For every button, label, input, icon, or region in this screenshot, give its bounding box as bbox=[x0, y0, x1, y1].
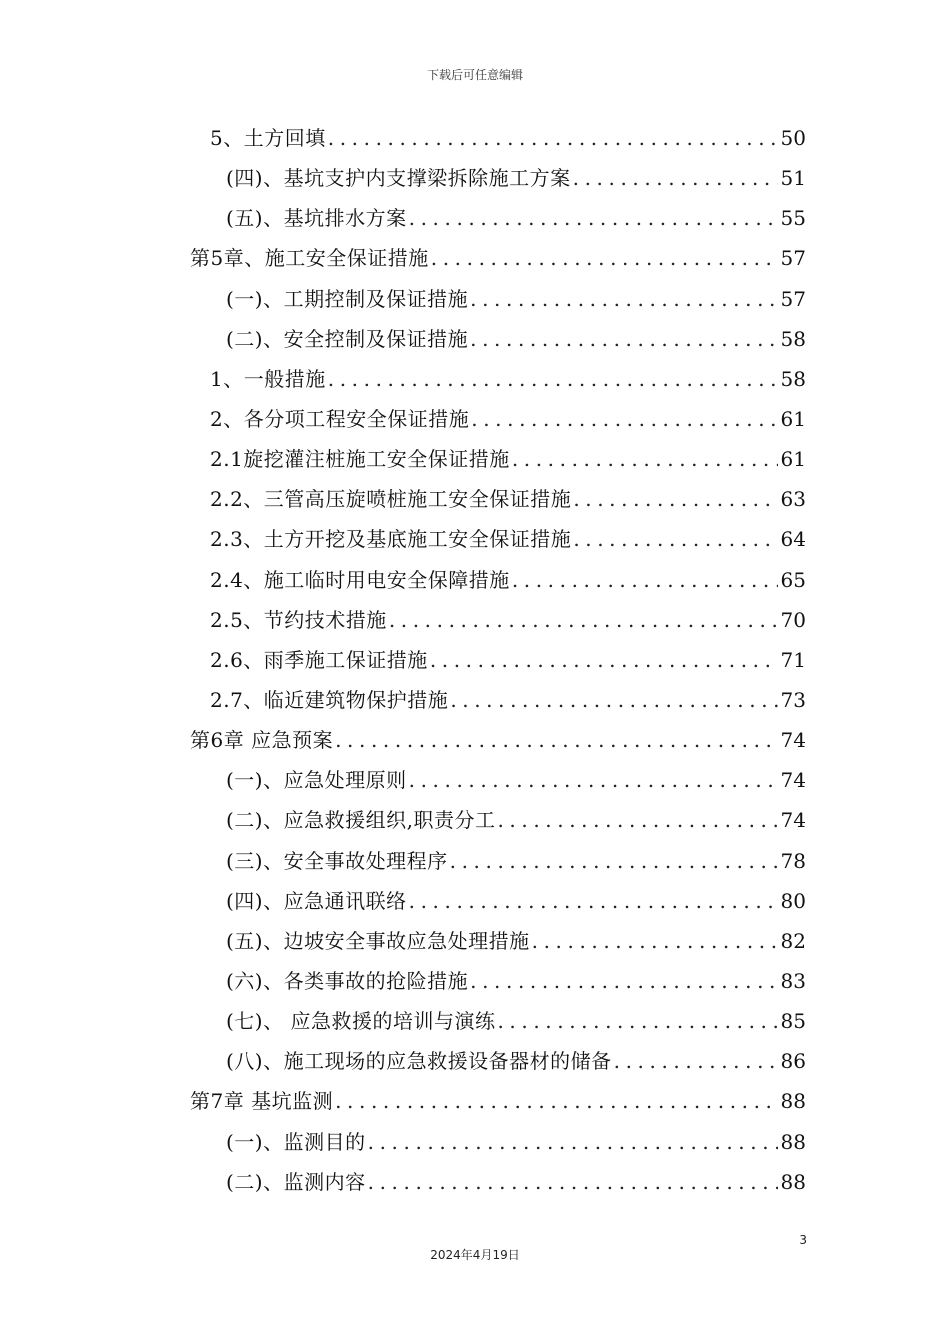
toc-entry[interactable] bbox=[0, 680, 950, 720]
toc-entry-page: 88 bbox=[780, 1129, 806, 1154]
toc-dot-leader bbox=[470, 961, 778, 1001]
toc-entry[interactable] bbox=[0, 238, 950, 278]
toc-entry-title: 2.7、临近建筑物保护措施 bbox=[210, 688, 449, 713]
toc-entry-title: (一)、监测目的 bbox=[226, 1129, 366, 1154]
toc-entry[interactable] bbox=[0, 359, 950, 399]
toc-entry[interactable] bbox=[0, 600, 950, 640]
toc-entry-title: (四)、应急通讯联络 bbox=[226, 888, 407, 913]
toc-entry[interactable] bbox=[0, 760, 950, 800]
toc-entry-title: 2.6、雨季施工保证措施 bbox=[210, 647, 428, 672]
toc-dot-leader bbox=[614, 1041, 778, 1081]
toc-entry-page: 82 bbox=[780, 928, 806, 953]
toc-entry[interactable] bbox=[0, 841, 950, 881]
toc-dot-leader bbox=[573, 519, 778, 559]
toc-entry-title: (二)、安全控制及保证措施 bbox=[226, 326, 469, 351]
toc-entry-title: 2.5、节约技术措施 bbox=[210, 607, 387, 632]
toc-entry-page: 88 bbox=[780, 1169, 806, 1194]
toc-entry[interactable] bbox=[0, 1001, 950, 1041]
toc-dot-leader bbox=[328, 118, 778, 158]
toc-entry[interactable] bbox=[0, 118, 950, 158]
toc-entry-page: 74 bbox=[780, 808, 806, 833]
toc-dot-leader bbox=[409, 881, 778, 921]
toc-entry-title: (一)、工期控制及保证措施 bbox=[226, 286, 469, 311]
toc-dot-leader bbox=[368, 1162, 778, 1202]
toc-entry-page: 61 bbox=[780, 407, 806, 432]
toc-entry-title: 5、土方回填 bbox=[210, 126, 326, 151]
toc-entry-page: 55 bbox=[780, 206, 806, 231]
toc-dot-leader bbox=[471, 399, 778, 439]
toc-entry-title: 第5章、施工安全保证措施 bbox=[190, 246, 429, 271]
page-header: 下载后可任意编辑 bbox=[426, 68, 523, 82]
toc-entry-page: 80 bbox=[780, 888, 806, 913]
toc-entry-page: 71 bbox=[780, 647, 806, 672]
toc-entry[interactable] bbox=[0, 439, 950, 479]
toc-entry-title: (七)、 应急救援的培训与演练 bbox=[226, 1009, 496, 1034]
toc-dot-leader bbox=[431, 238, 778, 278]
toc-entry[interactable] bbox=[0, 479, 950, 519]
toc-entry-page: 58 bbox=[780, 326, 806, 351]
toc-dot-leader bbox=[409, 198, 778, 238]
toc-dot-leader bbox=[512, 560, 778, 600]
toc-dot-leader bbox=[335, 720, 778, 760]
toc-dot-leader bbox=[389, 600, 778, 640]
toc-entry-page: 57 bbox=[780, 286, 806, 311]
toc-dot-leader bbox=[368, 1122, 778, 1162]
toc-entry[interactable] bbox=[0, 519, 950, 559]
toc-entry[interactable] bbox=[0, 961, 950, 1001]
toc-entry[interactable] bbox=[0, 1122, 950, 1162]
toc-dot-leader bbox=[470, 279, 778, 319]
toc-entry-page: 73 bbox=[780, 688, 806, 713]
toc-entry-title: (二)、监测内容 bbox=[226, 1169, 366, 1194]
toc-entry-title: 2.3、土方开挖及基底施工安全保证措施 bbox=[210, 527, 572, 552]
toc-entry[interactable] bbox=[0, 640, 950, 680]
toc-entry-title: (一)、应急处理原则 bbox=[226, 768, 407, 793]
toc-entry-title: 2、各分项工程安全保证措施 bbox=[210, 407, 470, 432]
toc-entry-page: 65 bbox=[780, 567, 806, 592]
toc-entry[interactable] bbox=[0, 921, 950, 961]
toc-entry[interactable] bbox=[0, 279, 950, 319]
toc-entry-title: (八)、施工现场的应急救援设备器材的储备 bbox=[226, 1049, 612, 1074]
toc-entry[interactable] bbox=[0, 1041, 950, 1081]
toc-entry-page: 74 bbox=[780, 728, 806, 753]
toc-dot-leader bbox=[497, 1001, 778, 1041]
toc-dot-leader bbox=[532, 921, 778, 961]
toc-entry-page: 61 bbox=[780, 447, 806, 472]
table-of-contents bbox=[0, 118, 950, 1202]
toc-entry-title: 2.1旋挖灌注桩施工安全保证措施 bbox=[210, 447, 510, 472]
toc-entry-page: 88 bbox=[780, 1089, 806, 1114]
toc-dot-leader bbox=[573, 158, 778, 198]
toc-entry-page: 85 bbox=[780, 1009, 806, 1034]
toc-entry-title: 第7章 基坑监测 bbox=[190, 1089, 334, 1114]
toc-entry-title: (二)、应急救援组织,职责分工 bbox=[226, 808, 496, 833]
toc-dot-leader bbox=[450, 841, 778, 881]
toc-entry-page: 51 bbox=[780, 166, 806, 191]
toc-entry-page: 58 bbox=[780, 366, 806, 391]
toc-entry-page: 86 bbox=[780, 1049, 806, 1074]
toc-dot-leader bbox=[573, 479, 778, 519]
toc-entry-page: 70 bbox=[780, 607, 806, 632]
toc-entry[interactable] bbox=[0, 881, 950, 921]
toc-entry-page: 63 bbox=[780, 487, 806, 512]
toc-dot-leader bbox=[512, 439, 778, 479]
toc-dot-leader bbox=[328, 359, 778, 399]
toc-entry-page: 50 bbox=[780, 126, 806, 151]
page-footer-date: 2024年4月19日 bbox=[430, 1248, 520, 1262]
toc-dot-leader bbox=[497, 800, 778, 840]
toc-entry-title: (三)、安全事故处理程序 bbox=[226, 848, 448, 873]
toc-entry-page: 83 bbox=[780, 969, 806, 994]
toc-entry-title: (四)、基坑支护内支撑梁拆除施工方案 bbox=[226, 166, 571, 191]
toc-entry-title: 第6章 应急预案 bbox=[190, 728, 334, 753]
toc-entry-page: 78 bbox=[780, 848, 806, 873]
toc-dot-leader bbox=[450, 680, 778, 720]
toc-entry-page: 57 bbox=[780, 246, 806, 271]
toc-entry[interactable] bbox=[0, 560, 950, 600]
toc-entry-title: 2.4、施工临时用电安全保障措施 bbox=[210, 567, 510, 592]
toc-entry-page: 74 bbox=[780, 768, 806, 793]
page-number: 3 bbox=[799, 1233, 807, 1247]
toc-dot-leader bbox=[470, 319, 778, 359]
toc-entry[interactable] bbox=[0, 158, 950, 198]
toc-entry[interactable] bbox=[0, 319, 950, 359]
toc-entry[interactable] bbox=[0, 800, 950, 840]
toc-entry-title: 2.2、三管高压旋喷桩施工安全保证措施 bbox=[210, 487, 572, 512]
toc-entry-page: 64 bbox=[780, 527, 806, 552]
toc-dot-leader bbox=[409, 760, 778, 800]
toc-entry[interactable] bbox=[0, 198, 950, 238]
toc-entry[interactable] bbox=[0, 720, 950, 760]
toc-dot-leader bbox=[335, 1081, 778, 1121]
toc-entry[interactable] bbox=[0, 1162, 950, 1202]
toc-dot-leader bbox=[430, 640, 778, 680]
toc-entry-title: (六)、各类事故的抢险措施 bbox=[226, 969, 469, 994]
toc-entry-title: 1、一般措施 bbox=[210, 366, 326, 391]
toc-entry-title: (五)、边坡安全事故应急处理措施 bbox=[226, 928, 530, 953]
toc-entry[interactable] bbox=[0, 1081, 950, 1121]
toc-entry[interactable] bbox=[0, 399, 950, 439]
toc-entry-title: (五)、基坑排水方案 bbox=[226, 206, 407, 231]
